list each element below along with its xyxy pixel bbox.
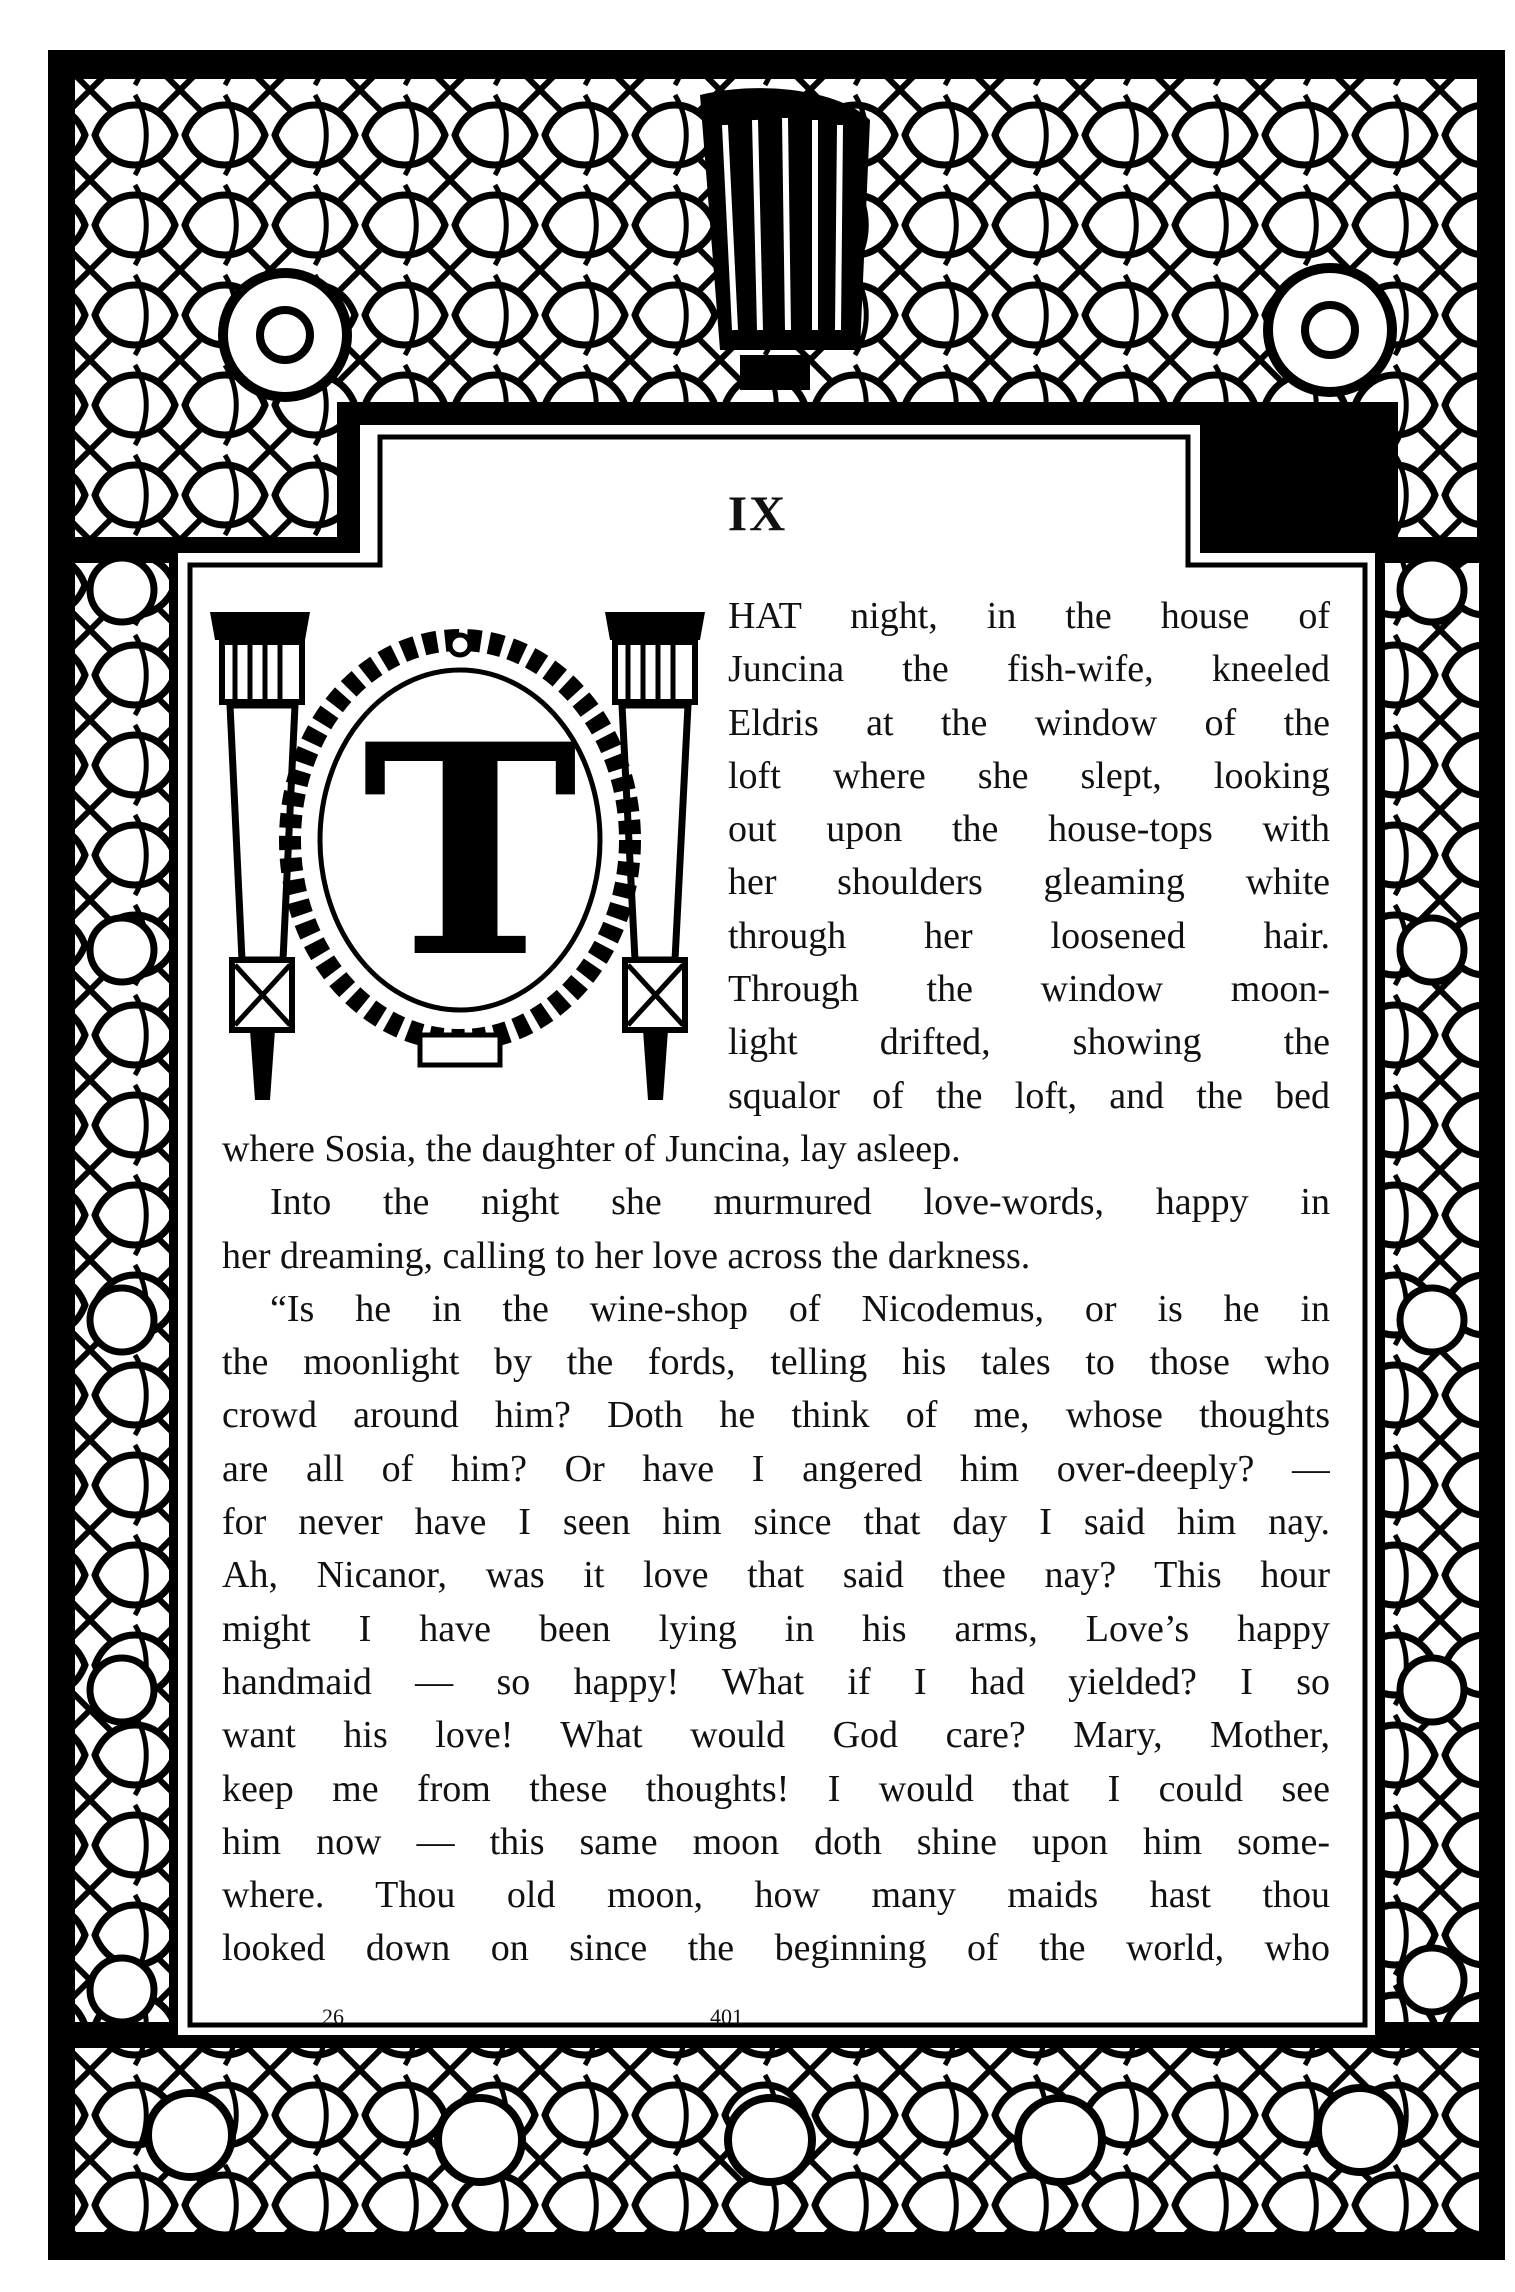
signature-mark: 26 — [322, 2004, 344, 2029]
text-line: Into the night she murmured love-words, happy in — [270, 1181, 1330, 1224]
text-line: might I have been lying in his arms, Love’s happy — [222, 1607, 1330, 1650]
text-line: her dreaming, calling to her love across the darkness. — [222, 1234, 1031, 1277]
text-line: Eldris at the window of the — [728, 701, 1330, 744]
text-line: light drifted, showing the — [728, 1021, 1330, 1064]
text-line: looked down on since the beginning of the world, who — [222, 1927, 1330, 1970]
text-line: where. Thou old moon, how many maids hast thou — [222, 1874, 1330, 1917]
page-number: 401 — [710, 2004, 743, 2029]
body-text — [222, 1123, 1330, 1976]
chapter-number: IX — [727, 485, 788, 541]
text-line: crowd around him? Doth he think of me, whose thoughts — [222, 1394, 1330, 1437]
text-line: for never have I seen him since that day I said him nay. — [222, 1501, 1330, 1544]
text-line: Ah, Nicanor, was it love that said thee nay? This hour — [222, 1554, 1330, 1597]
text-line: loft where she slept, looking — [728, 754, 1330, 797]
text-line: Juncina the fish-wife, kneeled — [728, 648, 1330, 691]
text-line: are all of him? Or have I angered him over-deeply? — — [222, 1447, 1330, 1490]
text-line: keep me from these thoughts! I would that I could see — [222, 1767, 1330, 1810]
text-line: HAT night, in the house of — [728, 595, 1330, 637]
text-line: through her loosened hair. — [728, 914, 1330, 957]
text-line: the moonlight by the fords, telling his tales to those who — [222, 1341, 1330, 1384]
text-line: handmaid — so happy! What if I had yielded? I so — [222, 1660, 1330, 1703]
text-line: squalor of the loft, and the bed — [728, 1074, 1330, 1117]
harp-icon — [700, 88, 870, 390]
text-line: want his love! What would God care? Mary, Mother, — [222, 1714, 1330, 1757]
text-line: Through the window moon- — [728, 968, 1330, 1011]
text-line: her shoulders gleaming white — [728, 861, 1330, 904]
text-line: out upon the house-tops with — [728, 808, 1330, 851]
wrapped-paragraph — [728, 590, 1330, 1123]
text-line: him now — this same moon doth shine upon him some- — [222, 1820, 1330, 1863]
drop-cap — [222, 592, 722, 1102]
drop-cap-letter: T — [362, 682, 578, 1022]
text-line: “Is he in the wine-shop of Nicodemus, or is he in — [270, 1287, 1330, 1330]
text-line: where Sosia, the daughter of Juncina, lay asleep. — [222, 1128, 961, 1170]
